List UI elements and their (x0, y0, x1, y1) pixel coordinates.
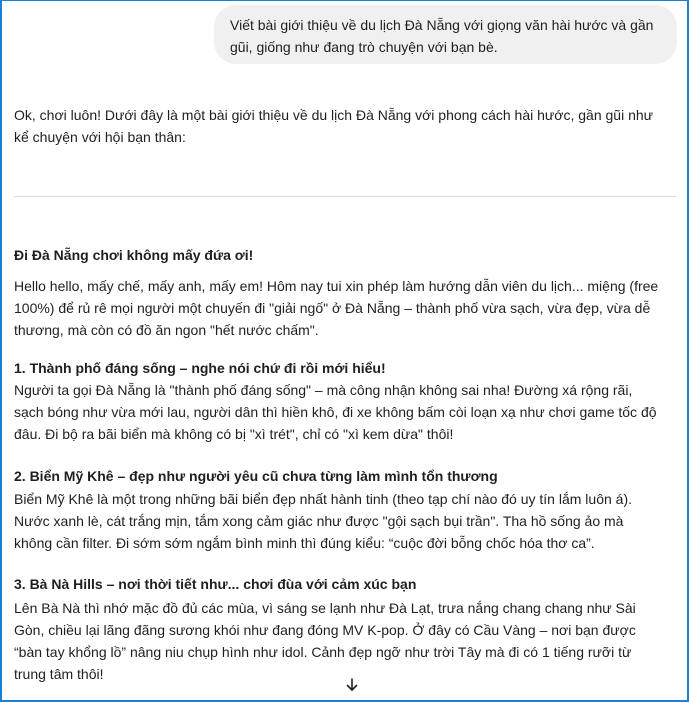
scroll-to-bottom-button[interactable] (339, 676, 365, 698)
section-body-1: Người ta gọi Đà Nẵng là "thành phố đáng sống" – mà công nhận không sai nha! Đường xá rộng rãi, sạch bóng như vừa mới lau, người dân thì hiền khô, đi xe không bấm còi loạn xạ như chơi game tốc độ đâu. Đi bộ ra bãi biển mà không có bị "xì trét", chỉ có "xì kem dừa" thôi! (14, 382, 657, 442)
user-message-bubble (214, 5, 677, 64)
section-heading-1: 1. Thành phố đáng sống – nghe nói chứ đi rồi mới hiểu! (14, 360, 386, 376)
section-body-3: Lên Bà Nà thì nhớ mặc đồ đủ các mùa, vì sáng se lạnh như Đà Lạt, trưa nắng chang chang như Sài Gòn, chiều lại lãng đãng sương khói như đang đóng MV K-pop. Ở đây có Cầu Vàng – nơi bạn được “bàn tay khổng lồ” nâng niu chụp hình như idol. Cảnh đẹp ngỡ như trời Tây mà đi có 1 tiếng rưỡi từ trung tâm thôi! (14, 600, 636, 682)
response-paragraph-hello: Hello hello, mấy chế, mấy anh, mấy em! Hôm nay tui xin phép làm hướng dẫn viên du lịch... miệng (free 100%) để rủ rê mọi người một chuyến đi "giải ngố" ở Đà Nẵng – thành phố vừa sạch, vừa đẹp, vừa dễ thương, mà còn có đồ ăn ngon "hết nước chấm". (14, 278, 659, 338)
arrow-down-icon (345, 677, 359, 698)
section-heading-3: 3. Bà Nà Hills – nơi thời tiết như... chơi đùa với cảm xúc bạn (14, 576, 417, 592)
user-message-text: Viết bài giới thiệu về du lịch Đà Nẵng với giọng văn hài hước và gần gũi, giống như đang trò chuyện với bạn bè. (230, 17, 654, 55)
divider (14, 196, 676, 197)
response-intro: Ok, chơi luôn! Dưới đây là một bài giới thiệu về du lịch Đà Nẵng với phong cách hài hước, gần gũi như kể chuyện với hội bạn thân: (14, 107, 654, 145)
section-body-2: Biển Mỹ Khê là một trong những bãi biển đẹp nhất hành tinh (theo tạp chí nào đó uy tín lắm luôn á). Nước xanh lè, cát trắng mịn, tắm xong cảm giác như được "gội sạch bụi trần". Tha hồ sống ảo mà không cần filter. Đi sớm sớm ngắm bình minh thì đúng kiểu: “cuộc đời bỗng chốc hóa thơ ca”. (14, 491, 632, 551)
section-heading-2: 2. Biển Mỹ Khê – đẹp như người yêu cũ chưa từng làm mình tổn thương (14, 468, 498, 484)
response-title: Đi Đà Nẵng chơi không mấy đứa ơi! (14, 247, 254, 263)
